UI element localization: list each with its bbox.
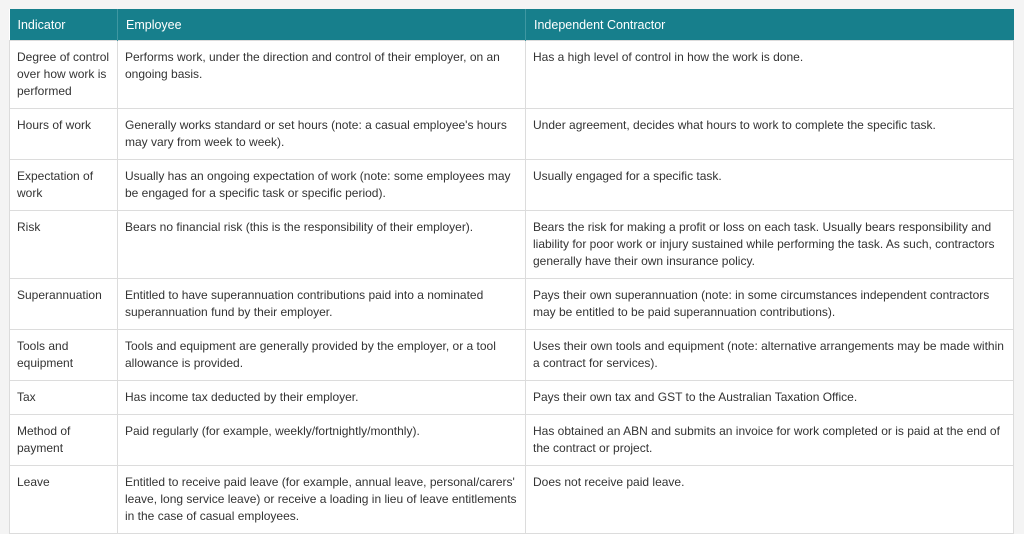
indicator-cell: Superannuation xyxy=(10,279,118,330)
employee-cell: Performs work, under the direction and control of their employer, on an ongoing basis. xyxy=(118,41,526,109)
employee-cell: Has income tax deducted by their employer. xyxy=(118,381,526,415)
employee-cell: Usually has an ongoing expectation of work (note: some employees may be engaged for a specific task or specific period). xyxy=(118,160,526,211)
header-contractor: Independent Contractor xyxy=(526,9,1014,41)
contractor-cell: Pays their own tax and GST to the Australian Taxation Office. xyxy=(526,381,1014,415)
table-body xyxy=(10,41,1014,534)
contractor-cell: Does not receive paid leave. xyxy=(526,466,1014,534)
table-row xyxy=(10,41,1014,109)
contractor-cell: Uses their own tools and equipment (note: alternative arrangements may be made within a contract for services). xyxy=(526,330,1014,381)
indicator-cell: Method of payment xyxy=(10,415,118,466)
table-row xyxy=(10,211,1014,279)
table-row xyxy=(10,381,1014,415)
table-row xyxy=(10,330,1014,381)
employee-cell: Generally works standard or set hours (note: a casual employee's hours may vary from week to week). xyxy=(118,109,526,160)
indicator-cell: Expectation of work xyxy=(10,160,118,211)
contractor-cell: Usually engaged for a specific task. xyxy=(526,160,1014,211)
indicator-cell: Degree of control over how work is performed xyxy=(10,41,118,109)
table-header xyxy=(10,9,1014,41)
indicator-cell: Risk xyxy=(10,211,118,279)
employee-cell: Entitled to have superannuation contributions paid into a nominated superannuation fund by their employer. xyxy=(118,279,526,330)
indicator-cell: Leave xyxy=(10,466,118,534)
table-row xyxy=(10,415,1014,466)
table-row xyxy=(10,160,1014,211)
employee-cell: Bears no financial risk (this is the responsibility of their employer). xyxy=(118,211,526,279)
contractor-cell: Pays their own superannuation (note: in some circumstances independent contractors may be entitled to be paid superannuation contributions). xyxy=(526,279,1014,330)
indicator-cell: Tools and equipment xyxy=(10,330,118,381)
contractor-cell: Has a high level of control in how the work is done. xyxy=(526,41,1014,109)
indicator-cell: Hours of work xyxy=(10,109,118,160)
header-indicator: Indicator xyxy=(10,9,118,41)
contractor-cell: Under agreement, decides what hours to work to complete the specific task. xyxy=(526,109,1014,160)
contractor-cell: Bears the risk for making a profit or loss on each task. Usually bears responsibility and liability for poor work or injury sustained while performing the task. As such, contractors generally have their own insurance policy. xyxy=(526,211,1014,279)
employee-vs-contractor-table xyxy=(9,9,1014,534)
table-row xyxy=(10,109,1014,160)
header-row xyxy=(10,9,1014,41)
header-employee: Employee xyxy=(118,9,526,41)
table-row xyxy=(10,466,1014,534)
employee-cell: Paid regularly (for example, weekly/fortnightly/monthly). xyxy=(118,415,526,466)
comparison-table-container xyxy=(9,9,1013,534)
employee-cell: Tools and equipment are generally provided by the employer, or a tool allowance is provided. xyxy=(118,330,526,381)
contractor-cell: Has obtained an ABN and submits an invoice for work completed or is paid at the end of the contract or project. xyxy=(526,415,1014,466)
employee-cell: Entitled to receive paid leave (for example, annual leave, personal/carers' leave, long service leave) or receive a loading in lieu of leave entitlements in the case of casual employees. xyxy=(118,466,526,534)
table-row xyxy=(10,279,1014,330)
indicator-cell: Tax xyxy=(10,381,118,415)
